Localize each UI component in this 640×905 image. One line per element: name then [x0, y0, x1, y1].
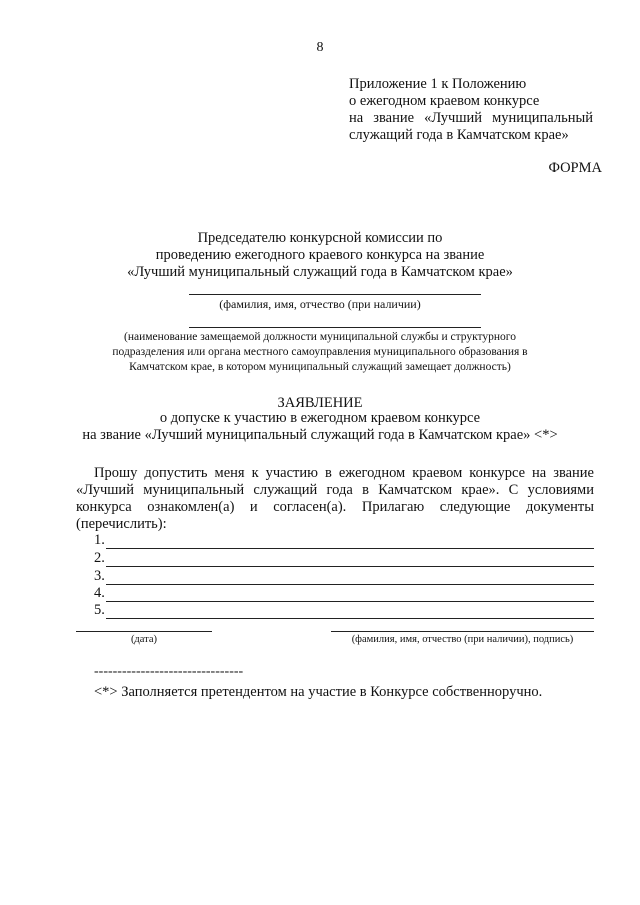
- date-fill-line[interactable]: [76, 631, 212, 632]
- signature-fill-line[interactable]: [331, 631, 594, 632]
- position-caption: [60, 330, 580, 375]
- appendix-header: [349, 76, 609, 144]
- addressee-line-1: Председателю конкурсной комиссии по: [197, 230, 443, 246]
- appendix-word: на: [349, 110, 364, 126]
- date-caption: (дата): [130, 634, 158, 645]
- appendix-line-2: о ежегодном краевом конкурсе: [349, 93, 540, 109]
- application-body: Прошу допустить меня к участию в ежегодном краевом конкурсе на звание «Лучший муниципальный служащий года в Камчатском крае». С условиями конкурса ознакомлен(а) и согласен(а). Прилагаю следующие документы (перечислить):: [76, 465, 594, 532]
- document-number: 1.: [94, 532, 105, 548]
- addressee-line-2: проведению ежегодного краевого конкурса на звание: [155, 247, 485, 263]
- document-number: 4.: [94, 585, 105, 601]
- page-number: 8: [316, 40, 324, 55]
- position-fill-line[interactable]: [189, 327, 481, 328]
- document-line[interactable]: [94, 585, 594, 602]
- appendix-word: «Лучший: [424, 110, 483, 126]
- appendix-word: муниципальный: [492, 110, 593, 126]
- appendix-line-3: [349, 110, 593, 127]
- position-caption-line-2: подразделения или органа местного самоуправления муниципального образования в: [112, 346, 528, 358]
- position-caption-line-3: Камчатском крае, в котором муниципальный служащий замещает должность): [129, 361, 511, 373]
- subtitle-line-2: на звание «Лучший муниципальный служащий года в Камчатском крае» <*>: [82, 427, 558, 443]
- addressee-block: [0, 230, 640, 281]
- document-line[interactable]: [94, 550, 594, 567]
- document-line[interactable]: [94, 602, 594, 619]
- footnote: <*> Заполняется претендентом на участие в Конкурсе собственноручно.: [94, 684, 543, 700]
- document-number: 2.: [94, 550, 105, 566]
- document-fill-line[interactable]: [106, 605, 594, 619]
- position-caption-line-1: (наименование замещаемой должности муниципальной службы и структурного: [124, 331, 516, 343]
- document-subtitle: [0, 410, 640, 444]
- appendix-word: звание: [373, 110, 415, 126]
- document-fill-line[interactable]: [106, 553, 594, 567]
- document-fill-line[interactable]: [106, 535, 594, 549]
- appendix-line-1: Приложение 1 к Положению: [349, 76, 527, 92]
- document-number: 3.: [94, 568, 105, 584]
- form-label: ФОРМА: [548, 160, 602, 176]
- appendix-line-4: служащий года в Камчатском крае»: [349, 127, 569, 143]
- document-title: ЗАЯВЛЕНИЕ: [277, 395, 363, 411]
- document-fill-line[interactable]: [106, 571, 594, 585]
- fio-fill-line[interactable]: [189, 294, 481, 295]
- document-line[interactable]: [94, 568, 594, 585]
- document-line[interactable]: [94, 532, 594, 549]
- subtitle-line-1: о допуске к участию в ежегодном краевом конкурсе: [159, 410, 481, 426]
- footnote-separator: --------------------------------: [94, 664, 244, 679]
- signature-caption: (фамилия, имя, отчество (при наличии), подпись): [351, 634, 574, 645]
- addressee-line-3: «Лучший муниципальный служащий года в Камчатском крае»: [127, 264, 513, 280]
- document-fill-line[interactable]: [106, 588, 594, 602]
- fio-caption: (фамилия, имя, отчество (при наличии): [219, 297, 421, 311]
- document-number: 5.: [94, 602, 105, 618]
